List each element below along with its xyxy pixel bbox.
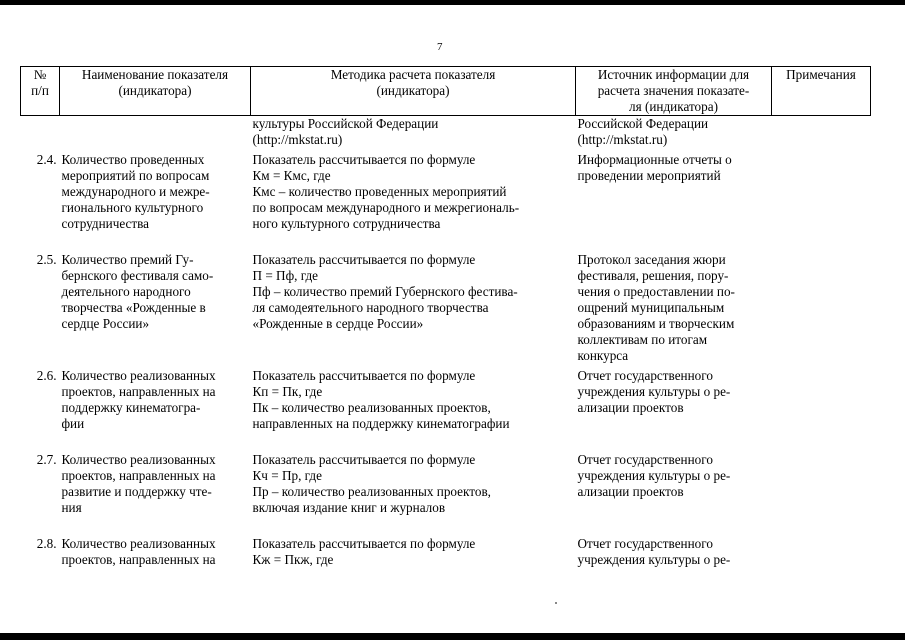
row-note xyxy=(772,536,871,568)
row-number: 2.8. xyxy=(36,536,57,551)
row-number: 2.4. xyxy=(36,152,57,167)
row-indicator-name: Количество реализованных проектов, направленных на поддержку кинематогра- фии xyxy=(61,368,216,431)
row-number: 2.7. xyxy=(36,452,57,467)
row-method: Показатель рассчитывается по формуле Кж = Пкж, где xyxy=(252,536,476,567)
indicators-table xyxy=(20,66,871,568)
row-indicator-name xyxy=(60,116,251,153)
row-method: Показатель рассчитывается по формуле Кч = Пр, где Пр – количество реализованных проектов, включая издание книг и журналов xyxy=(252,452,491,515)
row-indicator-name: Количество проведенных мероприятий по вопросам международного и межре- гионального культурного сотрудничества xyxy=(61,152,210,231)
bottom-border xyxy=(0,633,905,640)
row-source: Протокол заседания жюри фестиваля, решения, пору- чения о предоставлении по- ощрений муниципальным образованиям и творческим коллективам по итогам конкурса xyxy=(577,252,735,363)
row-number xyxy=(21,116,60,153)
row-source: Отчет государственного учреждения культуры о ре- ализации проектов xyxy=(577,452,731,499)
header-method: Методика расчета показателя (индикатора) xyxy=(251,67,576,116)
row-number: 2.6. xyxy=(36,368,57,383)
row-note xyxy=(772,452,871,536)
row-indicator-name: Количество реализованных проектов, направленных на xyxy=(61,536,216,567)
table-header-row xyxy=(21,67,871,116)
row-note xyxy=(772,152,871,252)
row-note xyxy=(772,252,871,368)
row-method: Показатель рассчитывается по формуле Км = Кмс, где Кмс – количество проведенных мероприятий по вопросам международного и межрегиональ- ного культурного сотрудничества xyxy=(252,152,520,231)
row-source: Отчет государственного учреждения культуры о ре- ализации проектов xyxy=(577,368,731,415)
row-number: 2.5. xyxy=(36,252,57,267)
table-row xyxy=(21,536,871,568)
row-indicator-name: Количество премий Гу- бернского фестиваля само- деятельного народного творчества «Рожденные в сердце России» xyxy=(61,252,214,331)
row-source: Информационные отчеты о проведении мероприятий xyxy=(577,152,732,183)
table-row xyxy=(21,116,871,153)
row-source: Отчет государственного учреждения культуры о ре- xyxy=(577,536,731,567)
row-note xyxy=(772,116,871,153)
row-method: Показатель рассчитывается по формуле Кп = Пк, где Пк – количество реализованных проектов, направленных на поддержку кинематографии xyxy=(252,368,510,431)
header-notes: Примечания xyxy=(772,67,871,116)
scan-speck xyxy=(555,602,557,604)
row-note xyxy=(772,368,871,452)
table-row xyxy=(21,252,871,368)
header-indicator-name: Наименование показателя (индикатора) xyxy=(60,67,251,116)
row-indicator-name: Количество реализованных проектов, направленных на развитие и поддержку чте- ния xyxy=(61,452,216,515)
header-number: № п/п xyxy=(21,67,60,116)
row-method: Показатель рассчитывается по формуле П = Пф, где Пф – количество премий Губернского фестива- ля самодеятельного народного творчества «Рожденные в сердце России» xyxy=(252,252,518,331)
row-method: культуры Российской Федерации (http://mkstat.ru) xyxy=(252,116,439,147)
top-border xyxy=(0,0,905,5)
table-row xyxy=(21,452,871,536)
table-row xyxy=(21,368,871,452)
table-row xyxy=(21,152,871,252)
row-source: Российской Федерации (http://mkstat.ru) xyxy=(577,116,709,147)
header-source: Источник информации для расчета значения показате- ля (индикатора) xyxy=(576,67,772,116)
page-number: 7 xyxy=(437,41,443,53)
